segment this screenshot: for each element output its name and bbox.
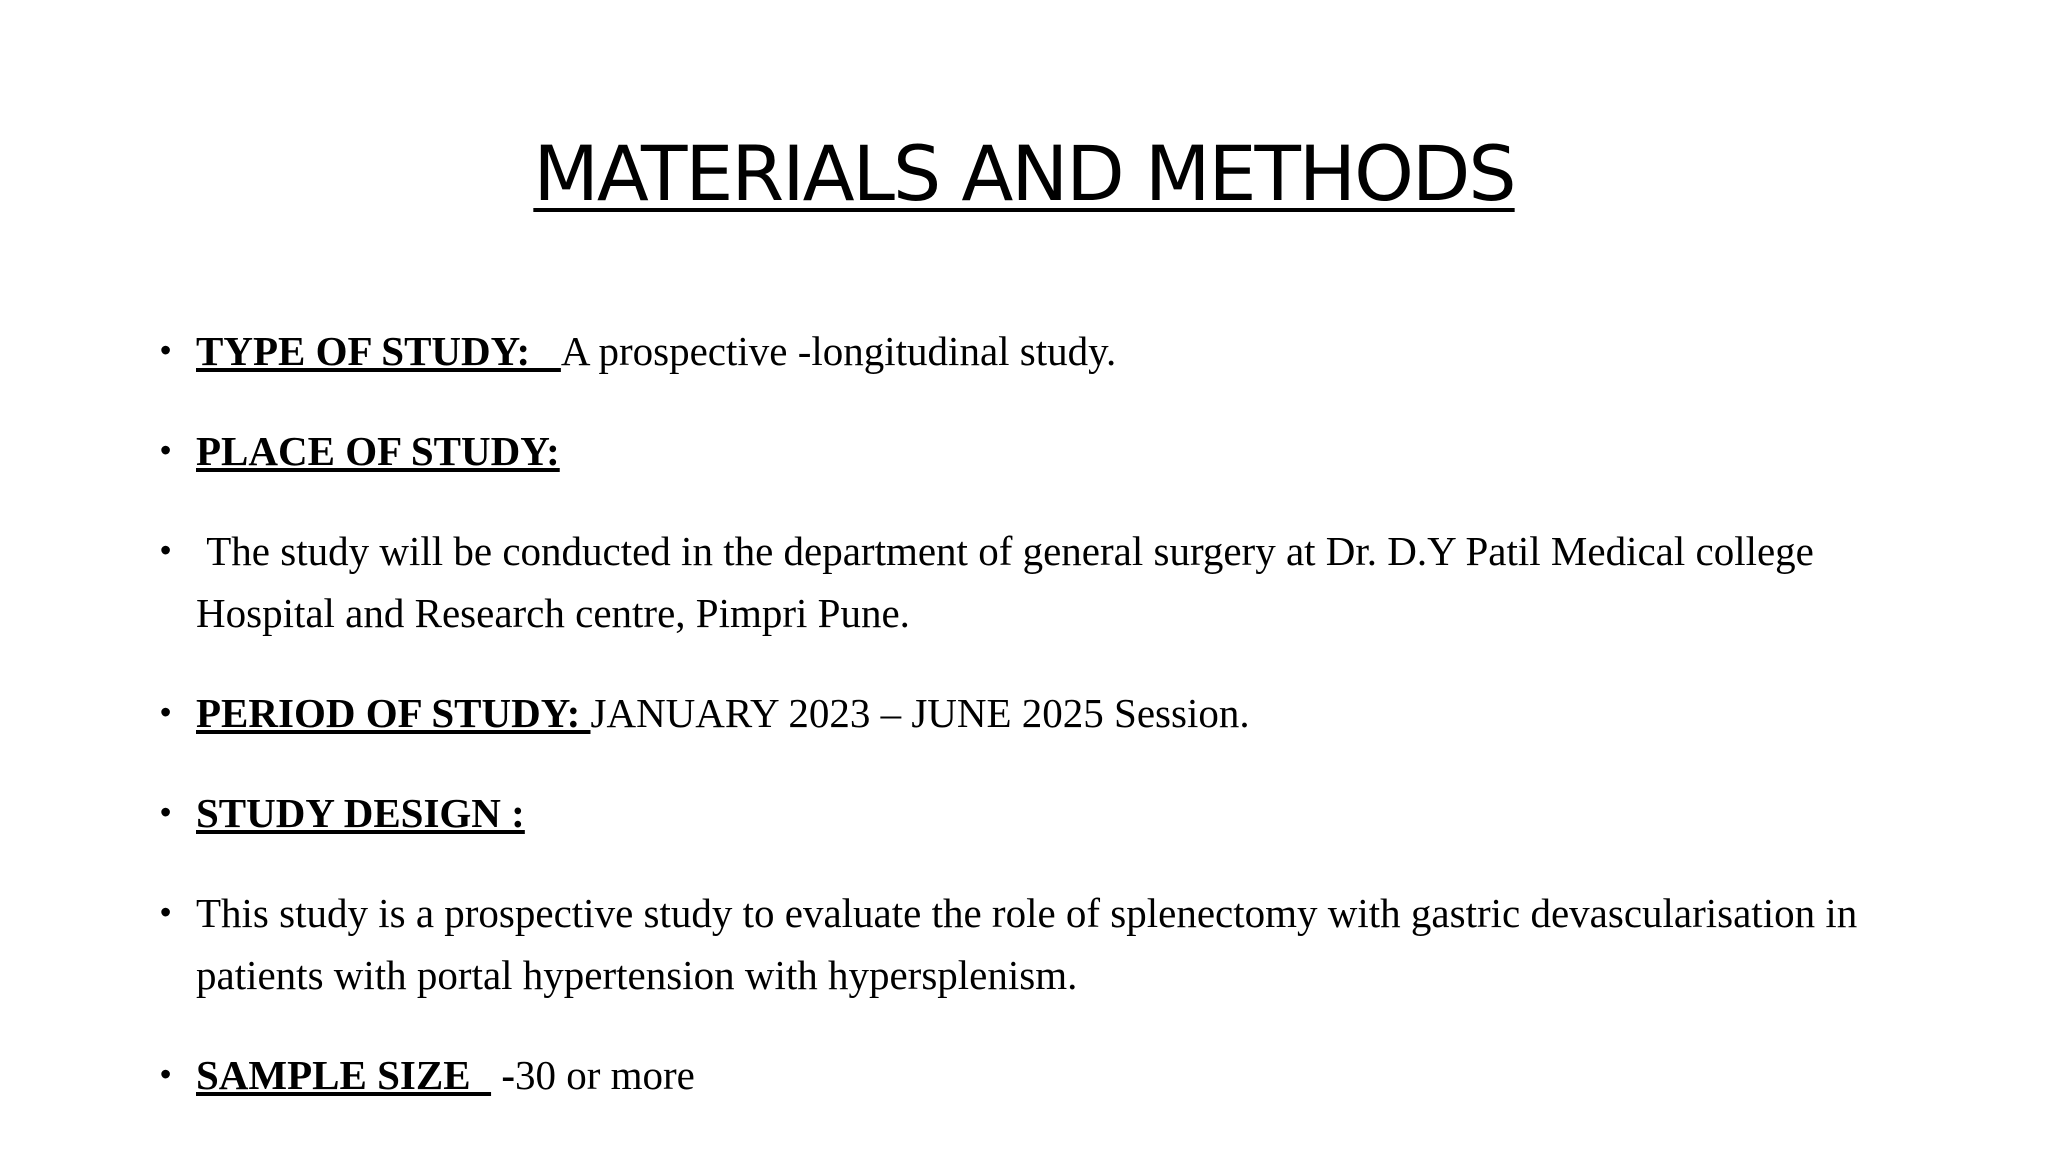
bullet-dot-icon: •: [160, 894, 172, 930]
bullet-text: 30 or more: [514, 1052, 695, 1098]
bullet-period-of-study: [160, 682, 1920, 744]
bullet-dot-icon: •: [160, 1056, 172, 1092]
bullet-text: This study is a prospective study to evaluate the role of splenectomy with gastric devascularisation in patients with portal hypertension with hypersplenism.: [196, 890, 1868, 998]
bullet-study-design: [160, 782, 1920, 844]
bullet-text: The study will be conducted in the department of general surgery at Dr. D.Y Patil Medical college Hospital and Research centre, Pimpri Pune.: [196, 528, 1825, 636]
bullet-sample-size: [160, 1044, 1920, 1106]
bullet-dot-icon: •: [160, 332, 172, 368]
bullet-place-of-study: [160, 420, 1920, 482]
bullet-label: STUDY DESIGN :: [196, 790, 525, 836]
bullet-study-location: [160, 520, 1920, 644]
bullet-list: [160, 320, 1920, 1144]
bullet-dot-icon: •: [160, 432, 172, 468]
bullet-text: A prospective -longitudinal study.: [560, 328, 1117, 374]
slide-title: MATERIALS AND METHODS: [533, 129, 1515, 218]
bullet-label: TYPE OF STUDY:: [196, 328, 561, 374]
bullet-separator: -: [491, 1052, 515, 1098]
bullet-dot-icon: •: [160, 694, 172, 730]
bullet-label: SAMPLE SIZE: [196, 1052, 492, 1098]
bullet-dot-icon: •: [160, 794, 172, 830]
bullet-label: PERIOD OF STUDY:: [196, 690, 591, 736]
bullet-label: PLACE OF STUDY:: [196, 428, 560, 474]
bullet-dot-icon: •: [160, 532, 172, 568]
bullet-design-description: [160, 882, 1920, 1006]
bullet-type-of-study: [160, 320, 1920, 382]
bullet-text: JANUARY 2023 – JUNE 2025 Session.: [590, 690, 1250, 736]
